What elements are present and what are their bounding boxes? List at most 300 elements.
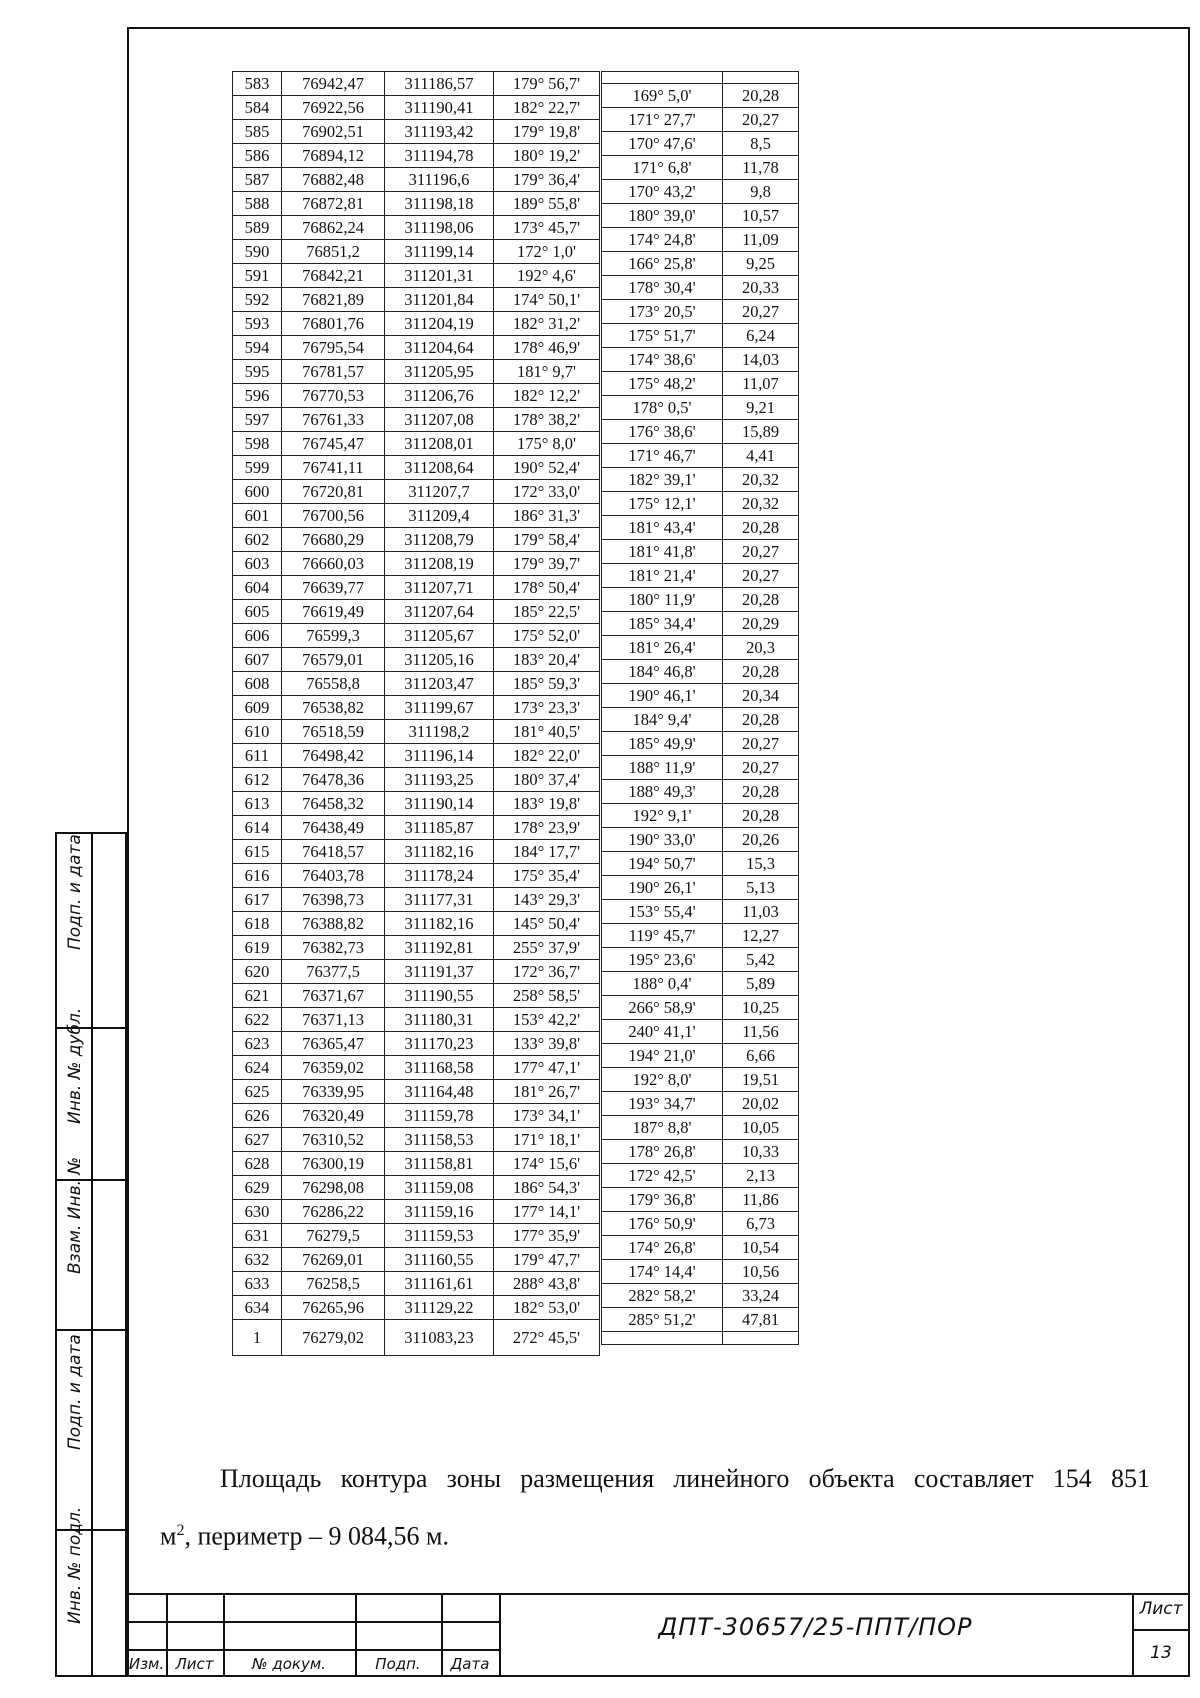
point-number-cell: 618 xyxy=(233,912,282,936)
table-row xyxy=(233,120,600,144)
point-number-cell: 1 xyxy=(233,1320,282,1356)
bearing-cell: 181° 26,4' xyxy=(602,636,723,660)
angle-cell: 190° 52,4' xyxy=(494,456,600,480)
table-row xyxy=(602,708,799,732)
bearing-cell: 187° 8,8' xyxy=(602,1116,723,1140)
coord-x-cell: 76902,51 xyxy=(282,120,385,144)
table-row xyxy=(602,396,799,420)
angle-cell: 143° 29,3' xyxy=(494,888,600,912)
bearing-cell: 194° 50,7' xyxy=(602,852,723,876)
table-row xyxy=(233,912,600,936)
table-row xyxy=(602,132,799,156)
table-row xyxy=(233,1224,600,1248)
coord-y-cell: 311207,7 xyxy=(385,480,494,504)
table-row xyxy=(602,852,799,876)
length-cell: 11,03 xyxy=(723,900,799,924)
coord-y-cell: 311158,53 xyxy=(385,1128,494,1152)
table-row xyxy=(602,684,799,708)
bearing-cell: 176° 50,9' xyxy=(602,1212,723,1236)
coord-x-cell: 76498,42 xyxy=(282,744,385,768)
bearing-cell: 188° 0,4' xyxy=(602,972,723,996)
length-cell: 11,78 xyxy=(723,156,799,180)
point-number-cell: 634 xyxy=(233,1296,282,1320)
table-row xyxy=(602,1212,799,1236)
table-row xyxy=(233,720,600,744)
summary-unit: м xyxy=(160,1521,177,1551)
coord-x-cell: 76680,29 xyxy=(282,528,385,552)
table-row xyxy=(233,504,600,528)
table-row xyxy=(233,1128,600,1152)
length-cell: 10,33 xyxy=(723,1140,799,1164)
bearing-cell: 184° 9,4' xyxy=(602,708,723,732)
point-number-cell: 603 xyxy=(233,552,282,576)
coord-y-cell: 311190,14 xyxy=(385,792,494,816)
coord-x-cell: 76882,48 xyxy=(282,168,385,192)
length-cell: 20,28 xyxy=(723,84,799,108)
table-row xyxy=(233,72,600,96)
coord-x-cell: 76286,22 xyxy=(282,1200,385,1224)
table-row xyxy=(233,480,600,504)
table-row xyxy=(233,216,600,240)
coord-y-cell: 311205,16 xyxy=(385,648,494,672)
length-cell: 10,05 xyxy=(723,1116,799,1140)
stamp-col-data: Дата xyxy=(450,1655,490,1673)
coord-x-cell: 76579,01 xyxy=(282,648,385,672)
bearing-cell: 178° 0,5' xyxy=(602,396,723,420)
side-label-vzam-inv: Взам. Инв. № xyxy=(65,1156,85,1274)
angle-cell: 179° 58,4' xyxy=(494,528,600,552)
table-row xyxy=(233,264,600,288)
sheet-number: 13 xyxy=(1150,1643,1172,1663)
length-cell: 20,27 xyxy=(723,108,799,132)
table-row xyxy=(233,696,600,720)
point-number-cell: 594 xyxy=(233,336,282,360)
coord-x-cell: 76418,57 xyxy=(282,840,385,864)
angle-cell: 153° 42,2' xyxy=(494,1008,600,1032)
coord-y-cell: 311199,14 xyxy=(385,240,494,264)
coord-y-cell: 311208,64 xyxy=(385,456,494,480)
coord-x-cell: 76478,36 xyxy=(282,768,385,792)
point-number-cell: 602 xyxy=(233,528,282,552)
length-cell: 9,25 xyxy=(723,252,799,276)
table-row xyxy=(602,156,799,180)
angle-cell: 177° 14,1' xyxy=(494,1200,600,1224)
table-row xyxy=(602,1068,799,1092)
coord-y-cell: 311196,14 xyxy=(385,744,494,768)
length-cell: 15,3 xyxy=(723,852,799,876)
bearing-cell: 171° 46,7' xyxy=(602,444,723,468)
table-row xyxy=(602,924,799,948)
angle-cell: 182° 22,0' xyxy=(494,744,600,768)
point-number-cell: 629 xyxy=(233,1176,282,1200)
angle-cell: 192° 4,6' xyxy=(494,264,600,288)
coord-y-cell: 311178,24 xyxy=(385,864,494,888)
angle-cell: 258° 58,5' xyxy=(494,984,600,1008)
length-cell: 6,66 xyxy=(723,1044,799,1068)
coord-x-cell: 76269,01 xyxy=(282,1248,385,1272)
coord-y-cell: 311208,79 xyxy=(385,528,494,552)
table-row xyxy=(233,192,600,216)
length-cell: 20,28 xyxy=(723,804,799,828)
table-row xyxy=(233,360,600,384)
length-cell: 6,24 xyxy=(723,324,799,348)
length-cell: 12,27 xyxy=(723,924,799,948)
bearing-cell: 175° 51,7' xyxy=(602,324,723,348)
bearing-cell: 180° 11,9' xyxy=(602,588,723,612)
coord-x-cell: 76795,54 xyxy=(282,336,385,360)
coord-x-cell: 76458,32 xyxy=(282,792,385,816)
table-row xyxy=(233,864,600,888)
coord-y-cell: 311204,64 xyxy=(385,336,494,360)
table-row xyxy=(602,420,799,444)
coord-y-cell: 311190,41 xyxy=(385,96,494,120)
document-code: ДПТ-30657/25-ППТ/ПОР xyxy=(658,1613,973,1641)
table-row xyxy=(602,444,799,468)
coord-y-cell: 311185,87 xyxy=(385,816,494,840)
table-row xyxy=(233,1056,600,1080)
angle-cell: 171° 18,1' xyxy=(494,1128,600,1152)
length-cell: 2,13 xyxy=(723,1164,799,1188)
point-number-cell: 596 xyxy=(233,384,282,408)
length-cell: 11,86 xyxy=(723,1188,799,1212)
table-row xyxy=(233,1320,600,1356)
length-cell: 9,8 xyxy=(723,180,799,204)
side-label-podp-data-1: Подп. и дата xyxy=(65,834,85,950)
summary-line-1: Площадь контура зоны размещения линейного объекта составляет 154 851 xyxy=(220,1464,1150,1493)
point-number-cell: 628 xyxy=(233,1152,282,1176)
bearing-cell: 174° 24,8' xyxy=(602,228,723,252)
coord-x-cell: 76300,19 xyxy=(282,1152,385,1176)
angle-cell: 174° 50,1' xyxy=(494,288,600,312)
table-row xyxy=(602,972,799,996)
table-row xyxy=(602,1140,799,1164)
bearing-cell: 174° 14,4' xyxy=(602,1260,723,1284)
bearing-cell: 192° 9,1' xyxy=(602,804,723,828)
coord-y-cell: 311201,31 xyxy=(385,264,494,288)
table-row xyxy=(233,936,600,960)
coord-x-cell: 76942,47 xyxy=(282,72,385,96)
bearing-cell: 182° 39,1' xyxy=(602,468,723,492)
coord-y-cell: 311158,81 xyxy=(385,1152,494,1176)
coord-x-cell: 76371,13 xyxy=(282,1008,385,1032)
point-number-cell: 606 xyxy=(233,624,282,648)
point-number-cell: 622 xyxy=(233,1008,282,1032)
point-number-cell: 588 xyxy=(233,192,282,216)
coord-x-cell: 76851,2 xyxy=(282,240,385,264)
length-cell: 20,28 xyxy=(723,780,799,804)
bearing-cell: 166° 25,8' xyxy=(602,252,723,276)
length-cell: 15,89 xyxy=(723,420,799,444)
coord-x-cell: 76279,5 xyxy=(282,1224,385,1248)
table-row xyxy=(602,108,799,132)
angle-cell: 179° 39,7' xyxy=(494,552,600,576)
angle-cell: 145° 50,4' xyxy=(494,912,600,936)
coord-x-cell: 76639,77 xyxy=(282,576,385,600)
table-row xyxy=(233,1080,600,1104)
coord-x-cell: 76720,81 xyxy=(282,480,385,504)
coord-y-cell: 311193,25 xyxy=(385,768,494,792)
coord-y-cell: 311177,31 xyxy=(385,888,494,912)
point-number-cell: 597 xyxy=(233,408,282,432)
angle-cell: 178° 38,2' xyxy=(494,408,600,432)
table-row xyxy=(233,96,600,120)
angle-cell: 182° 53,0' xyxy=(494,1296,600,1320)
table-row xyxy=(233,288,600,312)
point-number-cell: 586 xyxy=(233,144,282,168)
point-number-cell: 609 xyxy=(233,696,282,720)
coord-y-cell: 311193,42 xyxy=(385,120,494,144)
table-row xyxy=(233,1104,600,1128)
table-row xyxy=(602,804,799,828)
bearing-cell: 282° 58,2' xyxy=(602,1284,723,1308)
angle-cell: 189° 55,8' xyxy=(494,192,600,216)
stamp-col-dokum: № докум. xyxy=(252,1655,326,1673)
table-row xyxy=(602,276,799,300)
coord-x-cell: 76872,81 xyxy=(282,192,385,216)
table-row xyxy=(602,732,799,756)
coord-y-cell: 311207,08 xyxy=(385,408,494,432)
table-row xyxy=(602,660,799,684)
coord-x-cell: 76801,76 xyxy=(282,312,385,336)
table-row xyxy=(233,336,600,360)
length-cell: 20,27 xyxy=(723,756,799,780)
coord-x-cell: 76320,49 xyxy=(282,1104,385,1128)
coord-x-cell: 76599,3 xyxy=(282,624,385,648)
table-row xyxy=(602,876,799,900)
length-cell: 10,56 xyxy=(723,1260,799,1284)
length-cell: 20,28 xyxy=(723,588,799,612)
point-number-cell: 621 xyxy=(233,984,282,1008)
bearings-table xyxy=(601,71,799,1345)
length-cell: 4,41 xyxy=(723,444,799,468)
coord-y-cell: 311180,31 xyxy=(385,1008,494,1032)
angle-cell: 181° 40,5' xyxy=(494,720,600,744)
table-row xyxy=(602,348,799,372)
table-row xyxy=(602,204,799,228)
point-number-cell: 598 xyxy=(233,432,282,456)
coord-x-cell: 76862,24 xyxy=(282,216,385,240)
coord-x-cell: 76660,03 xyxy=(282,552,385,576)
length-cell: 11,07 xyxy=(723,372,799,396)
point-number-cell: 611 xyxy=(233,744,282,768)
bearing-cell: 185° 49,9' xyxy=(602,732,723,756)
coord-y-cell: 311205,67 xyxy=(385,624,494,648)
point-number-cell: 620 xyxy=(233,960,282,984)
bearing-cell: 171° 27,7' xyxy=(602,108,723,132)
table-row xyxy=(602,588,799,612)
point-number-cell: 592 xyxy=(233,288,282,312)
point-number-cell: 585 xyxy=(233,120,282,144)
stamp-col-izm: Изм. xyxy=(128,1655,165,1673)
length-cell: 20,26 xyxy=(723,828,799,852)
coord-y-cell: 311198,2 xyxy=(385,720,494,744)
table-row xyxy=(233,528,600,552)
table-row xyxy=(233,984,600,1008)
point-number-cell: 605 xyxy=(233,600,282,624)
coord-x-cell: 76761,33 xyxy=(282,408,385,432)
bearing-cell: 170° 43,2' xyxy=(602,180,723,204)
coord-x-cell: 76745,47 xyxy=(282,432,385,456)
length-cell: 20,27 xyxy=(723,732,799,756)
table-spacer-row xyxy=(602,72,799,84)
bearing-cell: 175° 48,2' xyxy=(602,372,723,396)
coord-x-cell: 76398,73 xyxy=(282,888,385,912)
bearing-cell: 153° 55,4' xyxy=(602,900,723,924)
table-row xyxy=(602,84,799,108)
bearing-cell: 178° 30,4' xyxy=(602,276,723,300)
angle-cell: 181° 26,7' xyxy=(494,1080,600,1104)
bearing-cell: 195° 23,6' xyxy=(602,948,723,972)
coord-y-cell: 311191,37 xyxy=(385,960,494,984)
table-row xyxy=(233,768,600,792)
table-row xyxy=(233,144,600,168)
bearing-cell: 240° 41,1' xyxy=(602,1020,723,1044)
point-number-cell: 626 xyxy=(233,1104,282,1128)
angle-cell: 133° 39,8' xyxy=(494,1032,600,1056)
coord-x-cell: 76403,78 xyxy=(282,864,385,888)
coord-y-cell: 311198,06 xyxy=(385,216,494,240)
coord-y-cell: 311159,53 xyxy=(385,1224,494,1248)
table-row xyxy=(602,996,799,1020)
side-label-podp-data-2: Подп. и дата xyxy=(65,1334,85,1450)
coord-x-cell: 76894,12 xyxy=(282,144,385,168)
point-number-cell: 604 xyxy=(233,576,282,600)
angle-cell: 178° 23,9' xyxy=(494,816,600,840)
angle-cell: 180° 19,2' xyxy=(494,144,600,168)
point-number-cell: 632 xyxy=(233,1248,282,1272)
angle-cell: 178° 46,9' xyxy=(494,336,600,360)
spacer-cell xyxy=(723,72,799,84)
length-cell: 5,42 xyxy=(723,948,799,972)
table-row xyxy=(602,228,799,252)
table-row xyxy=(233,1008,600,1032)
bearing-cell: 175° 12,1' xyxy=(602,492,723,516)
bearing-cell: 193° 34,7' xyxy=(602,1092,723,1116)
point-number-cell: 625 xyxy=(233,1080,282,1104)
bearing-cell: 172° 42,5' xyxy=(602,1164,723,1188)
angle-cell: 179° 47,7' xyxy=(494,1248,600,1272)
table-row xyxy=(602,492,799,516)
table-row xyxy=(602,756,799,780)
point-number-cell: 613 xyxy=(233,792,282,816)
table-row xyxy=(602,948,799,972)
table-row xyxy=(233,648,600,672)
bearing-cell: 194° 21,0' xyxy=(602,1044,723,1068)
length-cell: 20,28 xyxy=(723,708,799,732)
length-cell: 20,27 xyxy=(723,300,799,324)
table-row xyxy=(602,1020,799,1044)
coord-y-cell: 311198,18 xyxy=(385,192,494,216)
table-row xyxy=(602,636,799,660)
angle-cell: 180° 37,4' xyxy=(494,768,600,792)
table-row xyxy=(602,540,799,564)
coord-y-cell: 311168,58 xyxy=(385,1056,494,1080)
length-cell: 6,73 xyxy=(723,1212,799,1236)
point-number-cell: 590 xyxy=(233,240,282,264)
angle-cell: 272° 45,5' xyxy=(494,1320,600,1356)
point-number-cell: 601 xyxy=(233,504,282,528)
point-number-cell: 624 xyxy=(233,1056,282,1080)
table-row xyxy=(602,324,799,348)
length-cell: 20,3 xyxy=(723,636,799,660)
angle-cell: 174° 15,6' xyxy=(494,1152,600,1176)
stamp-col-list: Лист xyxy=(175,1655,214,1673)
table-row xyxy=(233,624,600,648)
bearing-cell: 181° 41,8' xyxy=(602,540,723,564)
summary-sup: 2 xyxy=(176,1522,185,1539)
table-row xyxy=(233,1032,600,1056)
point-number-cell: 599 xyxy=(233,456,282,480)
point-number-cell: 607 xyxy=(233,648,282,672)
length-cell: 20,33 xyxy=(723,276,799,300)
table-row xyxy=(233,408,600,432)
table-row xyxy=(233,168,600,192)
length-cell: 19,51 xyxy=(723,1068,799,1092)
sheet-label: Лист xyxy=(1139,1599,1183,1619)
table-row xyxy=(233,240,600,264)
angle-cell: 175° 52,0' xyxy=(494,624,600,648)
length-cell: 20,32 xyxy=(723,492,799,516)
table-row xyxy=(602,564,799,588)
angle-cell: 184° 17,7' xyxy=(494,840,600,864)
point-number-cell: 615 xyxy=(233,840,282,864)
point-number-cell: 617 xyxy=(233,888,282,912)
coord-x-cell: 76700,56 xyxy=(282,504,385,528)
bearing-cell: 173° 20,5' xyxy=(602,300,723,324)
angle-cell: 181° 9,7' xyxy=(494,360,600,384)
length-cell: 5,89 xyxy=(723,972,799,996)
angle-cell: 173° 23,3' xyxy=(494,696,600,720)
table-row xyxy=(233,1200,600,1224)
coord-y-cell: 311159,78 xyxy=(385,1104,494,1128)
point-number-cell: 587 xyxy=(233,168,282,192)
length-cell: 20,28 xyxy=(723,516,799,540)
angle-cell: 183° 19,8' xyxy=(494,792,600,816)
coord-x-cell: 76377,5 xyxy=(282,960,385,984)
length-cell: 5,13 xyxy=(723,876,799,900)
bearing-cell: 174° 38,6' xyxy=(602,348,723,372)
table-row xyxy=(233,576,600,600)
point-number-cell: 633 xyxy=(233,1272,282,1296)
coord-x-cell: 76558,8 xyxy=(282,672,385,696)
bearing-cell: 181° 21,4' xyxy=(602,564,723,588)
bearing-cell: 190° 46,1' xyxy=(602,684,723,708)
point-number-cell: 627 xyxy=(233,1128,282,1152)
coord-y-cell: 311186,57 xyxy=(385,72,494,96)
length-cell: 10,57 xyxy=(723,204,799,228)
length-cell: 10,25 xyxy=(723,996,799,1020)
table-row xyxy=(233,1272,600,1296)
coord-x-cell: 76842,21 xyxy=(282,264,385,288)
bearing-cell: 190° 33,0' xyxy=(602,828,723,852)
table-row xyxy=(602,1260,799,1284)
length-cell: 20,34 xyxy=(723,684,799,708)
table-row xyxy=(602,300,799,324)
table-row xyxy=(602,372,799,396)
length-cell: 8,5 xyxy=(723,132,799,156)
table-row xyxy=(602,180,799,204)
angle-cell: 186° 31,3' xyxy=(494,504,600,528)
bearing-cell: 266° 58,9' xyxy=(602,996,723,1020)
angle-cell: 177° 47,1' xyxy=(494,1056,600,1080)
length-cell: 11,56 xyxy=(723,1020,799,1044)
table-row xyxy=(233,1248,600,1272)
coord-y-cell: 311204,19 xyxy=(385,312,494,336)
table-row xyxy=(233,1296,600,1320)
coord-x-cell: 76339,95 xyxy=(282,1080,385,1104)
point-number-cell: 623 xyxy=(233,1032,282,1056)
length-cell: 11,09 xyxy=(723,228,799,252)
